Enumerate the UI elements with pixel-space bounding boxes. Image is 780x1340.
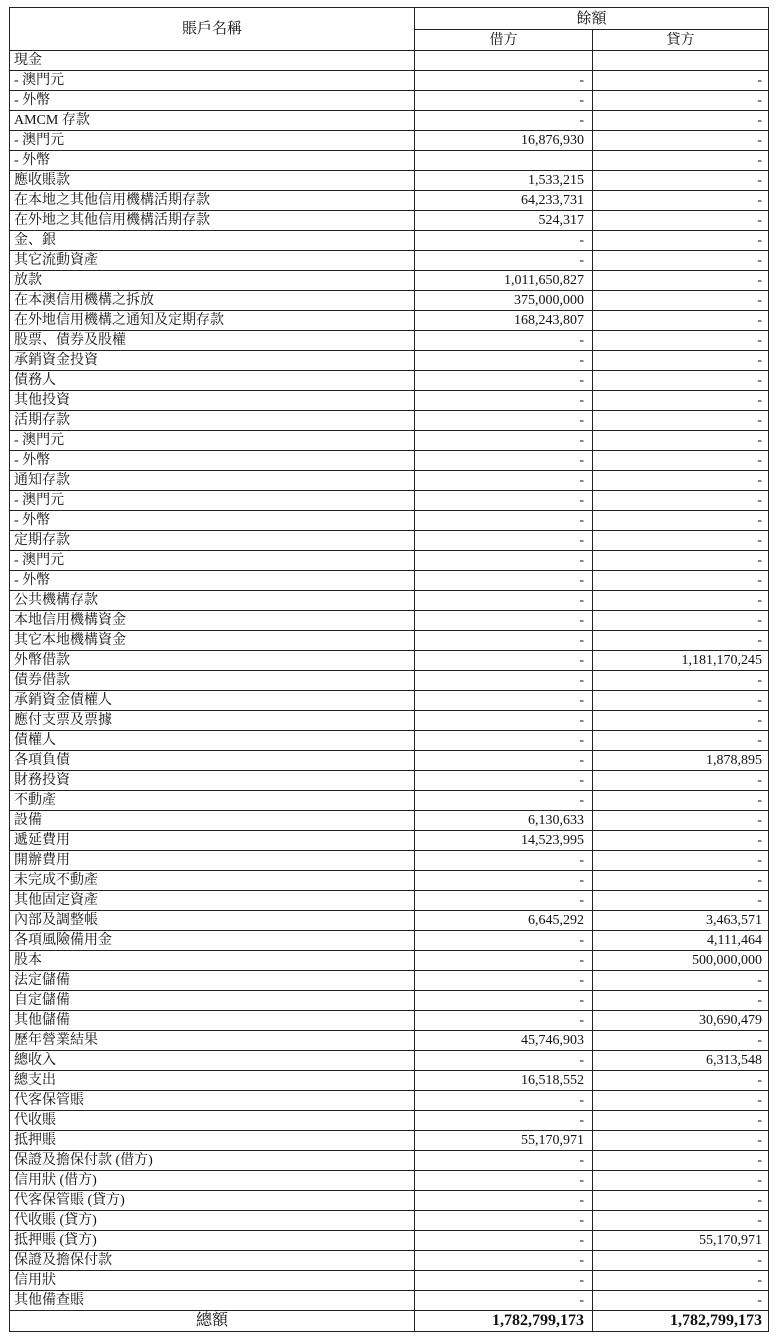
debit-cell: - (415, 451, 593, 471)
debit-cell (415, 151, 593, 171)
debit-cell: - (415, 1051, 593, 1071)
total-debit: 1,782,799,173 (415, 1311, 593, 1332)
debit-cell: - (415, 1191, 593, 1211)
account-name-cell: 代客保管賬 (10, 1091, 415, 1111)
account-name-cell: 債權人 (10, 731, 415, 751)
debit-cell: - (415, 111, 593, 131)
debit-cell: 14,523,995 (415, 831, 593, 851)
table-row (10, 691, 769, 711)
account-name-cell: - 外幣 (10, 91, 415, 111)
account-name-cell: 金、銀 (10, 231, 415, 251)
debit-cell: - (415, 631, 593, 651)
debit-cell (415, 51, 593, 71)
table-row (10, 331, 769, 351)
table-row (10, 791, 769, 811)
debit-cell: - (415, 591, 593, 611)
credit-cell: - (593, 91, 769, 111)
table-row (10, 251, 769, 271)
account-name-cell: - 外幣 (10, 451, 415, 471)
debit-header: 借方 (415, 30, 593, 51)
credit-cell: - (593, 571, 769, 591)
account-name-cell: 總收入 (10, 1051, 415, 1071)
table-row (10, 1111, 769, 1131)
credit-cell: - (593, 1211, 769, 1231)
credit-cell: - (593, 631, 769, 651)
account-name-cell: 信用狀 (10, 1271, 415, 1291)
account-name-cell: - 澳門元 (10, 491, 415, 511)
credit-cell: - (593, 831, 769, 851)
credit-cell: - (593, 391, 769, 411)
credit-cell: 6,313,548 (593, 1051, 769, 1071)
account-name-cell: 在本地之其他信用機構活期存款 (10, 191, 415, 211)
debit-cell: 524,317 (415, 211, 593, 231)
debit-cell: - (415, 251, 593, 271)
table-row (10, 571, 769, 591)
credit-cell: - (593, 411, 769, 431)
account-name-cell: 承銷資金債權人 (10, 691, 415, 711)
credit-cell: - (593, 691, 769, 711)
table-row (10, 1131, 769, 1151)
credit-cell: - (593, 591, 769, 611)
account-name-cell: - 外幣 (10, 571, 415, 591)
table-row (10, 351, 769, 371)
debit-cell: 1,011,650,827 (415, 271, 593, 291)
table-row (10, 431, 769, 451)
credit-cell: - (593, 1031, 769, 1051)
credit-cell: - (593, 1071, 769, 1091)
table-row (10, 1231, 769, 1251)
debit-cell: - (415, 791, 593, 811)
debit-cell: 45,746,903 (415, 1031, 593, 1051)
credit-cell: - (593, 191, 769, 211)
debit-cell: 16,518,552 (415, 1071, 593, 1091)
table-row (10, 291, 769, 311)
credit-cell: 1,878,895 (593, 751, 769, 771)
credit-cell: - (593, 1171, 769, 1191)
credit-cell: - (593, 291, 769, 311)
credit-cell: - (593, 1291, 769, 1311)
credit-cell: - (593, 551, 769, 571)
account-name-cell: 代收賬 (10, 1111, 415, 1131)
debit-cell: - (415, 1171, 593, 1191)
table-row (10, 411, 769, 431)
credit-cell: - (593, 131, 769, 151)
table-row (10, 651, 769, 671)
debit-cell: - (415, 371, 593, 391)
account-name-cell: 抵押賬 (10, 1131, 415, 1151)
debit-cell: - (415, 1211, 593, 1231)
table-row (10, 471, 769, 491)
debit-cell: - (415, 1251, 593, 1271)
table-row (10, 871, 769, 891)
credit-cell: - (593, 1151, 769, 1171)
account-name-cell: 財務投資 (10, 771, 415, 791)
account-name-cell: 其他儲備 (10, 1011, 415, 1031)
debit-cell: - (415, 491, 593, 511)
table-row (10, 211, 769, 231)
debit-cell: 6,645,292 (415, 911, 593, 931)
account-name-header: 賬戶名稱 (10, 8, 415, 51)
account-name-cell: 在外地信用機構之通知及定期存款 (10, 311, 415, 331)
debit-cell: - (415, 711, 593, 731)
credit-cell: - (593, 811, 769, 831)
account-name-cell: 不動產 (10, 791, 415, 811)
credit-cell: - (593, 891, 769, 911)
account-name-cell: - 外幣 (10, 511, 415, 531)
credit-cell: - (593, 451, 769, 471)
account-name-cell: 總支出 (10, 1071, 415, 1091)
account-name-cell: 通知存款 (10, 471, 415, 491)
account-name-cell: 股票、債券及股權 (10, 331, 415, 351)
table-row (10, 111, 769, 131)
credit-cell: - (593, 231, 769, 251)
debit-cell: - (415, 531, 593, 551)
account-name-cell: - 澳門元 (10, 131, 415, 151)
table-row (10, 591, 769, 611)
table-row (10, 151, 769, 171)
credit-cell: - (593, 311, 769, 331)
debit-cell: - (415, 971, 593, 991)
table-row (10, 1251, 769, 1271)
account-name-cell: 現金 (10, 51, 415, 71)
credit-cell: - (593, 271, 769, 291)
table-row (10, 451, 769, 471)
table-row (10, 491, 769, 511)
debit-cell: - (415, 571, 593, 591)
account-name-cell: 在外地之其他信用機構活期存款 (10, 211, 415, 231)
account-name-cell: 外幣借款 (10, 651, 415, 671)
debit-cell: - (415, 551, 593, 571)
credit-cell: - (593, 1191, 769, 1211)
account-name-cell: 應收賬款 (10, 171, 415, 191)
debit-cell: - (415, 1231, 593, 1251)
credit-cell: - (593, 771, 769, 791)
account-name-cell: 法定儲備 (10, 971, 415, 991)
debit-cell: 55,170,971 (415, 1131, 593, 1151)
debit-cell: 6,130,633 (415, 811, 593, 831)
trial-balance-sheet (9, 7, 768, 1332)
table-row (10, 91, 769, 111)
credit-cell: - (593, 331, 769, 351)
credit-cell: - (593, 611, 769, 631)
credit-cell: - (593, 471, 769, 491)
credit-cell: - (593, 1251, 769, 1271)
debit-cell: - (415, 771, 593, 791)
debit-cell: - (415, 1011, 593, 1031)
table-row (10, 391, 769, 411)
table-row (10, 51, 769, 71)
total-credit: 1,782,799,173 (593, 1311, 769, 1332)
debit-cell: - (415, 751, 593, 771)
debit-cell: - (415, 471, 593, 491)
debit-cell: - (415, 731, 593, 751)
debit-cell: - (415, 871, 593, 891)
credit-cell: - (593, 971, 769, 991)
credit-cell: - (593, 1271, 769, 1291)
debit-cell: - (415, 691, 593, 711)
account-name-cell: 未完成不動產 (10, 871, 415, 891)
credit-cell: - (593, 111, 769, 131)
debit-cell: - (415, 931, 593, 951)
table-body (10, 51, 769, 1311)
debit-cell: - (415, 91, 593, 111)
credit-cell: 500,000,000 (593, 951, 769, 971)
credit-cell: - (593, 211, 769, 231)
credit-cell: 55,170,971 (593, 1231, 769, 1251)
table-row (10, 731, 769, 751)
table-row (10, 511, 769, 531)
account-name-cell: 其它本地機構資金 (10, 631, 415, 651)
account-name-cell: 活期存款 (10, 411, 415, 431)
debit-cell: 16,876,930 (415, 131, 593, 151)
credit-cell: - (593, 1111, 769, 1131)
debit-cell: - (415, 231, 593, 251)
credit-cell: 1,181,170,245 (593, 651, 769, 671)
debit-cell: - (415, 951, 593, 971)
account-name-cell: 自定儲備 (10, 991, 415, 1011)
table-row (10, 671, 769, 691)
table-row (10, 771, 769, 791)
account-name-cell: 保證及擔保付款 (借方) (10, 1151, 415, 1171)
account-name-cell: - 澳門元 (10, 551, 415, 571)
account-name-cell: 其他投資 (10, 391, 415, 411)
total-row (10, 1311, 769, 1332)
table-row (10, 531, 769, 551)
table-row (10, 931, 769, 951)
debit-cell: 168,243,807 (415, 311, 593, 331)
table-header (10, 8, 769, 51)
debit-cell: - (415, 1091, 593, 1111)
credit-cell: - (593, 731, 769, 751)
account-name-cell: 代收賬 (貸方) (10, 1211, 415, 1231)
table-row (10, 1191, 769, 1211)
credit-cell: - (593, 531, 769, 551)
credit-cell: - (593, 671, 769, 691)
table-row (10, 751, 769, 771)
credit-cell: 30,690,479 (593, 1011, 769, 1031)
credit-cell: - (593, 871, 769, 891)
table-row (10, 131, 769, 151)
credit-cell: - (593, 1131, 769, 1151)
debit-cell: - (415, 651, 593, 671)
account-name-cell: 信用狀 (借方) (10, 1171, 415, 1191)
account-name-cell: 其它流動資產 (10, 251, 415, 271)
account-name-cell: 本地信用機構資金 (10, 611, 415, 631)
table-row (10, 371, 769, 391)
credit-cell: - (593, 511, 769, 531)
account-name-cell: 抵押賬 (貸方) (10, 1231, 415, 1251)
credit-cell: - (593, 711, 769, 731)
table-row (10, 911, 769, 931)
credit-cell: - (593, 851, 769, 871)
account-name-cell: 其他備查賬 (10, 1291, 415, 1311)
table-row (10, 611, 769, 631)
account-name-cell: 歷年營業結果 (10, 1031, 415, 1051)
table-row (10, 1271, 769, 1291)
debit-cell: - (415, 351, 593, 371)
table-row (10, 271, 769, 291)
debit-cell: - (415, 511, 593, 531)
credit-cell: - (593, 371, 769, 391)
table-row (10, 831, 769, 851)
credit-cell: - (593, 1091, 769, 1111)
table-row (10, 71, 769, 91)
table-row (10, 1011, 769, 1031)
table-row (10, 951, 769, 971)
table-row (10, 171, 769, 191)
table-row (10, 191, 769, 211)
account-name-cell: 各項風險備用金 (10, 931, 415, 951)
debit-cell: - (415, 71, 593, 91)
account-name-cell: 放款 (10, 271, 415, 291)
table-row (10, 1071, 769, 1091)
account-name-cell: 代客保管賬 (貸方) (10, 1191, 415, 1211)
table-row (10, 1291, 769, 1311)
account-name-cell: 內部及調整帳 (10, 911, 415, 931)
credit-cell: - (593, 171, 769, 191)
credit-cell (593, 51, 769, 71)
debit-cell: - (415, 331, 593, 351)
debit-cell: 64,233,731 (415, 191, 593, 211)
table-row (10, 231, 769, 251)
account-name-cell: 其他固定資產 (10, 891, 415, 911)
account-name-cell: 在本澳信用機構之拆放 (10, 291, 415, 311)
table-row (10, 1171, 769, 1191)
table-row (10, 1031, 769, 1051)
table-row (10, 551, 769, 571)
table-row (10, 631, 769, 651)
total-label: 總額 (10, 1311, 415, 1332)
debit-cell: - (415, 891, 593, 911)
debit-cell: - (415, 1271, 593, 1291)
table-row (10, 311, 769, 331)
debit-cell: - (415, 611, 593, 631)
account-name-cell: 股本 (10, 951, 415, 971)
table-row (10, 1051, 769, 1071)
credit-cell: - (593, 491, 769, 511)
credit-cell: - (593, 251, 769, 271)
trial-balance-table (9, 7, 769, 1332)
table-row (10, 971, 769, 991)
credit-cell: 3,463,571 (593, 911, 769, 931)
debit-cell: 1,533,215 (415, 171, 593, 191)
account-name-cell: 債務人 (10, 371, 415, 391)
debit-cell: - (415, 1291, 593, 1311)
table-row (10, 991, 769, 1011)
debit-cell: - (415, 431, 593, 451)
debit-cell: - (415, 391, 593, 411)
account-name-cell: 應付支票及票據 (10, 711, 415, 731)
table-row (10, 1151, 769, 1171)
debit-cell: - (415, 1151, 593, 1171)
account-name-cell: - 外幣 (10, 151, 415, 171)
debit-cell: - (415, 1111, 593, 1131)
account-name-cell: 定期存款 (10, 531, 415, 551)
debit-cell: - (415, 671, 593, 691)
account-name-cell: 各項負債 (10, 751, 415, 771)
table-row (10, 891, 769, 911)
table-row (10, 711, 769, 731)
table-row (10, 851, 769, 871)
account-name-cell: - 澳門元 (10, 431, 415, 451)
account-name-cell: 設備 (10, 811, 415, 831)
debit-cell: - (415, 411, 593, 431)
account-name-cell: 保證及擔保付款 (10, 1251, 415, 1271)
credit-cell: - (593, 151, 769, 171)
balance-header: 餘額 (415, 8, 769, 30)
table-row (10, 1091, 769, 1111)
account-name-cell: - 澳門元 (10, 71, 415, 91)
credit-cell: 4,111,464 (593, 931, 769, 951)
credit-cell: - (593, 791, 769, 811)
table-row (10, 1211, 769, 1231)
account-name-cell: 債券借款 (10, 671, 415, 691)
credit-cell: - (593, 431, 769, 451)
credit-header: 貸方 (593, 30, 769, 51)
credit-cell: - (593, 351, 769, 371)
debit-cell: 375,000,000 (415, 291, 593, 311)
account-name-cell: 開辦費用 (10, 851, 415, 871)
account-name-cell: 公共機構存款 (10, 591, 415, 611)
account-name-cell: 遞延費用 (10, 831, 415, 851)
account-name-cell: AMCM 存款 (10, 111, 415, 131)
credit-cell: - (593, 71, 769, 91)
account-name-cell: 承銷資金投資 (10, 351, 415, 371)
credit-cell: - (593, 991, 769, 1011)
debit-cell: - (415, 991, 593, 1011)
table-row (10, 811, 769, 831)
debit-cell: - (415, 851, 593, 871)
